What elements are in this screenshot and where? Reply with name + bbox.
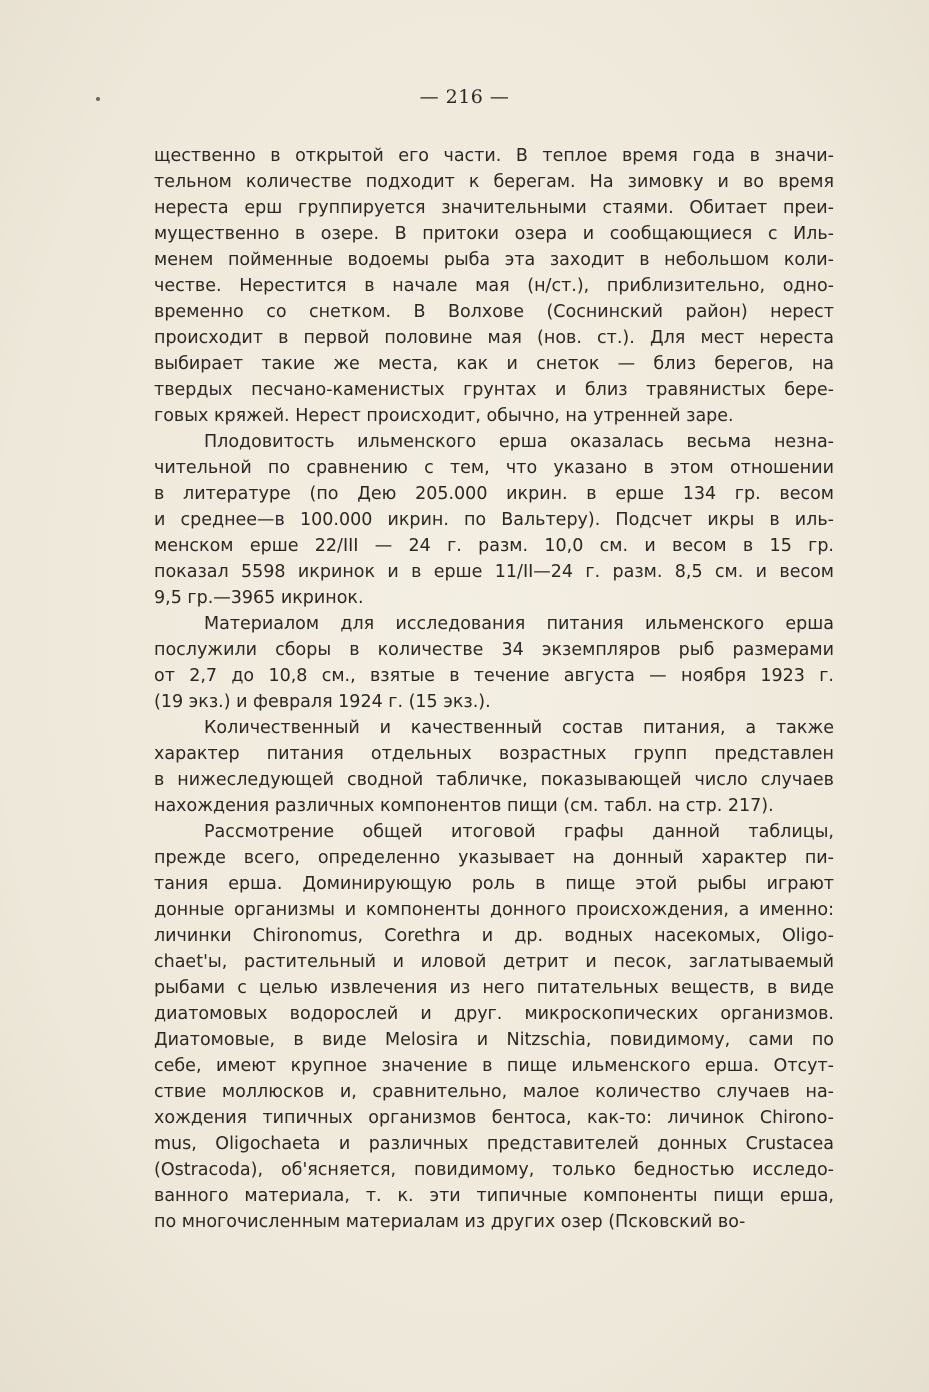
text-line: происходит в первой половине мая (нов. ст.). Для мест нереста [154, 328, 834, 348]
text-line: выбирает такие же места, как и снеток — близ берегов, на [154, 354, 834, 374]
text-line: Рассмотрение общей итоговой графы данной таблицы, [204, 822, 834, 842]
text-line: в нижеследующей сводной табличке, показывающей число случаев [154, 770, 834, 790]
body-text [154, 143, 834, 1235]
text-line: чительной по сравнению с тем, что указано в этом отношении [154, 458, 834, 478]
text-line: и среднее—в 100.000 икрин. по Вальтеру). Подсчет икры в иль- [154, 510, 834, 530]
text-line: себе, имеют крупное значение в пище ильменского ерша. Отсут- [154, 1056, 834, 1076]
text-line: временно со снетком. В Волхове (Соснинский район) нерест [154, 302, 834, 322]
text-line: показал 5598 икринок и в ерше 11/II—24 г. разм. 8,5 см. и весом [154, 562, 834, 582]
text-line: Диатомовые, в виде Melosira и Nitzschia, повидимому, сами по [154, 1030, 834, 1050]
text-line: твердых песчано-каменистых грунтах и близ травянистых бере- [154, 380, 834, 400]
text-line: личинки Chironomus, Corethra и др. водных насекомых, Oligo- [154, 926, 834, 946]
text-line: ствие моллюсков и, сравнительно, малое количество случаев на- [154, 1082, 834, 1102]
text-line: по многочисленным материалам из других озер (Псковский во- [154, 1212, 746, 1232]
text-line: говых кряжей. Нерест происходит, обычно, на утренней заре. [154, 406, 734, 426]
text-line: мущественно в озере. В притоки озера и сообщающиеся с Иль- [154, 224, 834, 244]
text-line: 9,5 гр.—3965 икринок. [154, 588, 364, 608]
paragraph [154, 819, 834, 1235]
page-number: — 216 — [419, 86, 510, 108]
text-line: нереста ерш группируется значительными стаями. Обитает преи- [154, 198, 834, 218]
text-line: диатомовых водорослей и друг. микроскопических организмов. [154, 1004, 834, 1024]
paragraph [154, 715, 834, 819]
text-line: ванного материала, т. к. эти типичные компоненты пищи ерша, [154, 1186, 834, 1206]
text-line: в литературе (по Дею 205.000 икрин. в ерше 134 гр. весом [154, 484, 834, 504]
paragraph [154, 143, 834, 429]
text-line: рыбами с целью извлечения из него питательных веществ, в виде [154, 978, 834, 998]
text-line: Плодовитость ильменского ерша оказалась весьма незна- [204, 432, 834, 452]
text-line: менском ерше 22/III — 24 г. разм. 10,0 см. и весом в 15 гр. [154, 536, 834, 556]
text-line: от 2,7 до 10,8 см., взятые в течение августа — ноября 1923 г. [154, 666, 834, 686]
text-line: (19 экз.) и февраля 1924 г. (15 экз.). [154, 692, 491, 712]
text-line: нахождения различных компонентов пищи (см. табл. на стр. 217). [154, 796, 774, 816]
text-line: щественно в открытой его части. В теплое время года в значи- [154, 146, 834, 166]
text-line: mus, Oligochaeta и различных представителей донных Crustacea [154, 1134, 834, 1154]
text-line: послужили сборы в количестве 34 экземпляров рыб размерами [154, 640, 834, 660]
paragraph [154, 429, 834, 611]
text-line: chaet'ы, растительный и иловой детрит и песок, заглатываемый [154, 952, 834, 972]
text-line: прежде всего, определенно указывает на донный характер пи- [154, 848, 834, 868]
text-line: тельном количестве подходит к берегам. На зимовку и во время [154, 172, 834, 192]
text-line: хождения типичных организмов бентоса, как-то: личинок Chirono- [154, 1108, 834, 1128]
paragraph [154, 611, 834, 715]
text-line: (Ostracoda), об'ясняется, повидимому, только бедностью исследо- [154, 1160, 834, 1180]
text-line: Материалом для исследования питания ильменского ерша [204, 614, 834, 634]
text-line: характер питания отдельных возрастных групп представлен [154, 744, 834, 764]
text-line: тания ерша. Доминирующую роль в пище этой рыбы играют [154, 874, 834, 894]
text-line: донные организмы и компоненты донного происхождения, а именно: [154, 900, 834, 920]
text-line: менем пойменные водоемы рыба эта заходит в небольшом коли- [154, 250, 834, 270]
text-line: Количественный и качественный состав питания, а также [204, 718, 834, 738]
text-line: честве. Нерестится в начале мая (н/ст.), приблизительно, одно- [154, 276, 834, 296]
